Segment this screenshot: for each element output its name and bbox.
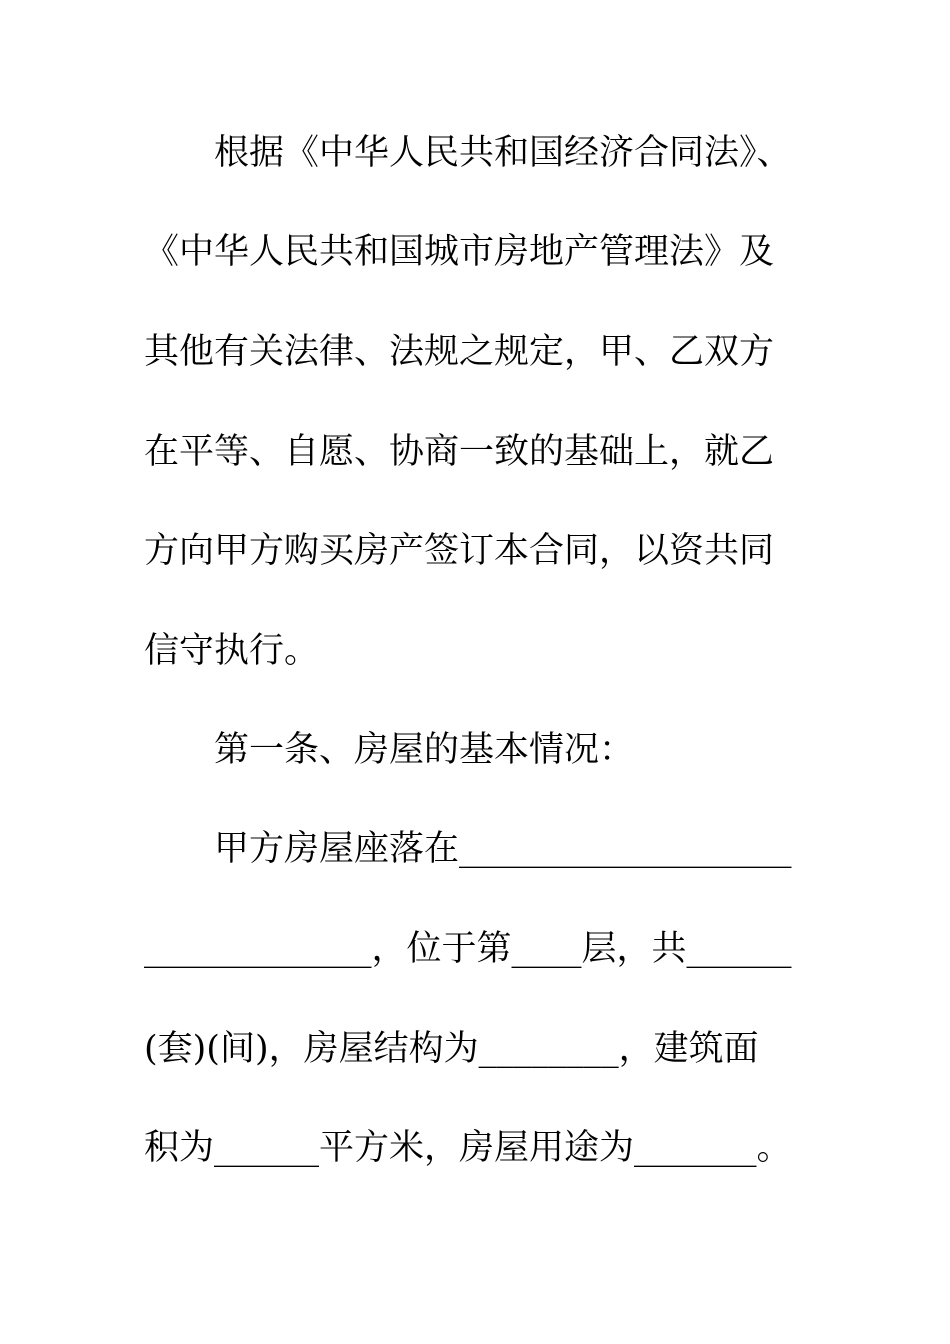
- preamble-line-3: 其他有关法律、法规之规定，甲、乙双方: [144, 332, 775, 372]
- preamble-line-4: 在平等、自愿、协商一致的基础上，就乙: [144, 432, 775, 472]
- article-1-line-4: 积为______平方米，房屋用途为_______。: [144, 1128, 792, 1168]
- article-1-line-3: (套)(间)，房屋结构为________，建筑面: [144, 1029, 759, 1069]
- article-1-line-2: _____________，位于第____层，共______: [144, 929, 792, 969]
- article-1-line-1: 甲方房屋座落在___________________: [214, 829, 792, 869]
- preamble-line-6: 信守执行。: [144, 631, 320, 671]
- preamble-line-2: 《中华人民共和国城市房地产管理法》及: [144, 232, 775, 272]
- preamble-line-5: 方向甲方购买房产签订本合同，以资共同: [144, 531, 775, 571]
- preamble-line-1: 根据《中华人民共和国经济合同法》、: [214, 133, 792, 173]
- article-1-heading: 第一条、房屋的基本情况：: [214, 730, 635, 770]
